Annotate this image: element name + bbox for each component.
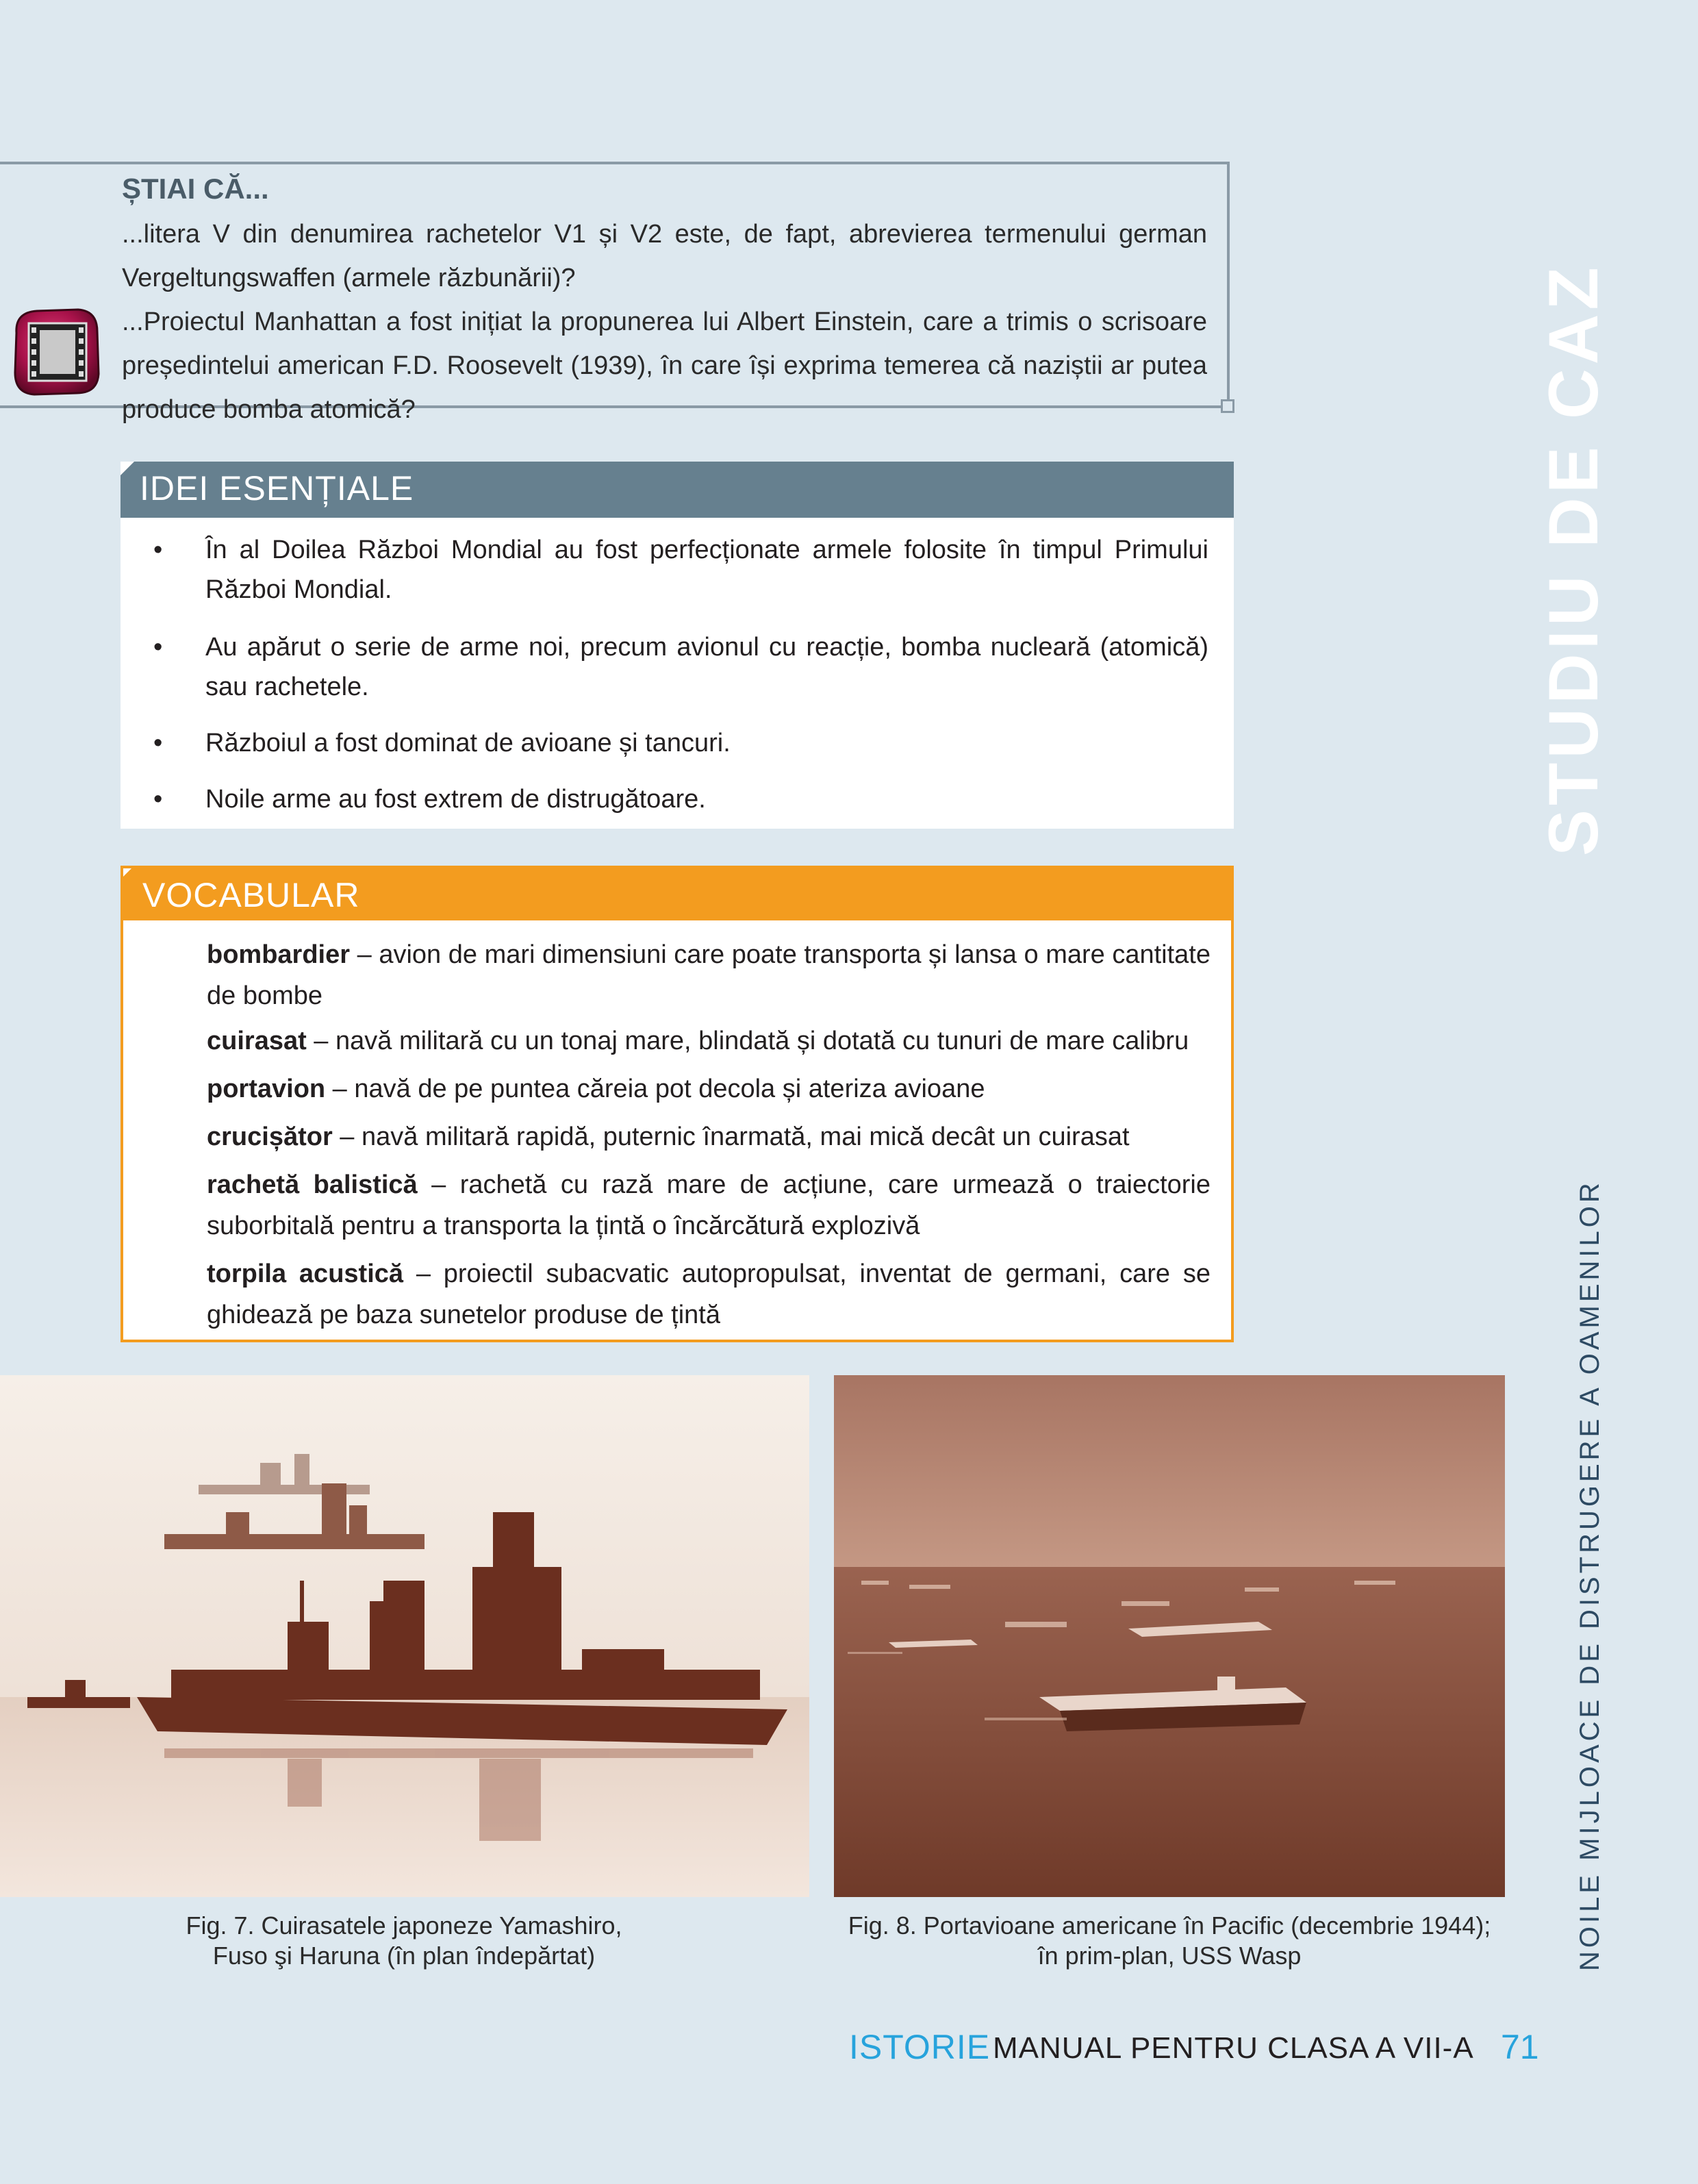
bullet-text: Războiul a fost dominat de avioane și tancuri. [205,729,731,757]
vocab-definition: – rachetă cu rază mare de acțiune, care urmează o traiectorie suborbitală pentru a transporta la țintă o încărcătură explozivă [207,1170,1211,1240]
vocab-entry [207,1068,1211,1109]
bullet-symbol: • [153,729,163,757]
vocab-entry [207,1253,1211,1335]
vocab-term: bombardier [207,940,351,969]
figure-8-caption [834,1911,1505,1971]
stiai-title: ȘTIAI CĂ... [122,173,269,205]
caption-line: Fuso şi Haruna (în plan îndepărtat) [212,1942,596,1970]
bullet-text: Noile arme au fost extrem de distrugătoare. [205,785,706,814]
vocab-entry [207,1116,1211,1157]
vocabular-title: VOCABULAR [142,876,360,914]
caption-line: în prim-plan, USS Wasp [1037,1942,1302,1970]
carriers-photo [834,1375,1505,1897]
vocab-entry [207,934,1211,1016]
studiu-de-caz-label: STUDIU DE CAZ [1534,263,1612,856]
bullet-symbol: • [153,785,163,814]
footer-manual-title: MANUAL PENTRU CLASA A VII-A [993,2031,1474,2065]
figure-7-caption [151,1911,657,1971]
stiai-paragraph-2: ...Proiectul Manhattan a fost inițiat la propunerea lui Albert Einstein, care a trimis o scrisoare președintelui american F.D. Roosevelt (1939), în care își exprima temerea că naziștii ar putea produce bomba atomică? [122,307,1207,424]
vocab-definition: – avion de mari dimensiuni care poate transporta și lansa o mare cantitate de bombe [207,940,1211,1010]
vocab-definition: – proiectil subacvatic autopropulsat, inventat de germani, care se ghidează pe baza sunetelor produse de țintă [207,1259,1211,1329]
film-icon[interactable] [10,305,103,399]
idei-esentiale-title: IDEI ESENȚIALE [140,469,414,507]
vocab-term: portavion [207,1075,326,1103]
vocab-term: torpila acustică [207,1259,404,1288]
caption-line: Fig. 8. Portavioane americane în Pacific (decembrie 1944); [848,1911,1491,1940]
vocab-definition: – navă militară cu un tonaj mare, blindată și dotată cu tunuri de mare calibru [306,1027,1189,1055]
bullet-text: În al Doilea Război Mondial au fost perfecționate armele folosite în timpul Primului Război Mondial. [205,536,1208,604]
battleships-photo [0,1375,809,1897]
vocab-definition: – navă militară rapidă, puternic înarmată, mai mică decât un cuirasat [332,1122,1130,1151]
box-corner-marker [1221,399,1234,413]
caption-line: Fig. 7. Cuirasatele japoneze Yamashiro, [186,1911,622,1940]
bullet-text: Au apărut o serie de arme noi, precum avionul cu reacție, bomba nucleară (atomică) sau rachetele. [205,633,1208,701]
page-number: 71 [1501,2028,1539,2066]
vocab-entry [207,1164,1211,1246]
vocab-entry [207,1020,1211,1062]
vocab-term: crucișător [207,1122,333,1151]
chapter-side-label: NOILE MIJLOACE DE DISTRUGERE A OAMENILOR [1575,1179,1605,1971]
footer-subject: ISTORIE [849,2028,991,2066]
idei-esentiale-section [121,462,1234,829]
stiai-paragraph-1: ...litera V din denumirea rachetelor V1 și V2 este, de fapt, abrevierea termenului german Vergeltungswaffen (armele răzbunării)? [122,220,1207,292]
vocab-term: cuirasat [207,1027,307,1055]
vocab-term: rachetă balistică [207,1170,418,1199]
bullet-symbol: • [153,536,163,564]
bullet-symbol: • [153,633,163,662]
vocab-definition: – navă de pe puntea căreia pot decola și ateriza avioane [325,1075,985,1103]
vocabular-section [121,866,1234,1342]
